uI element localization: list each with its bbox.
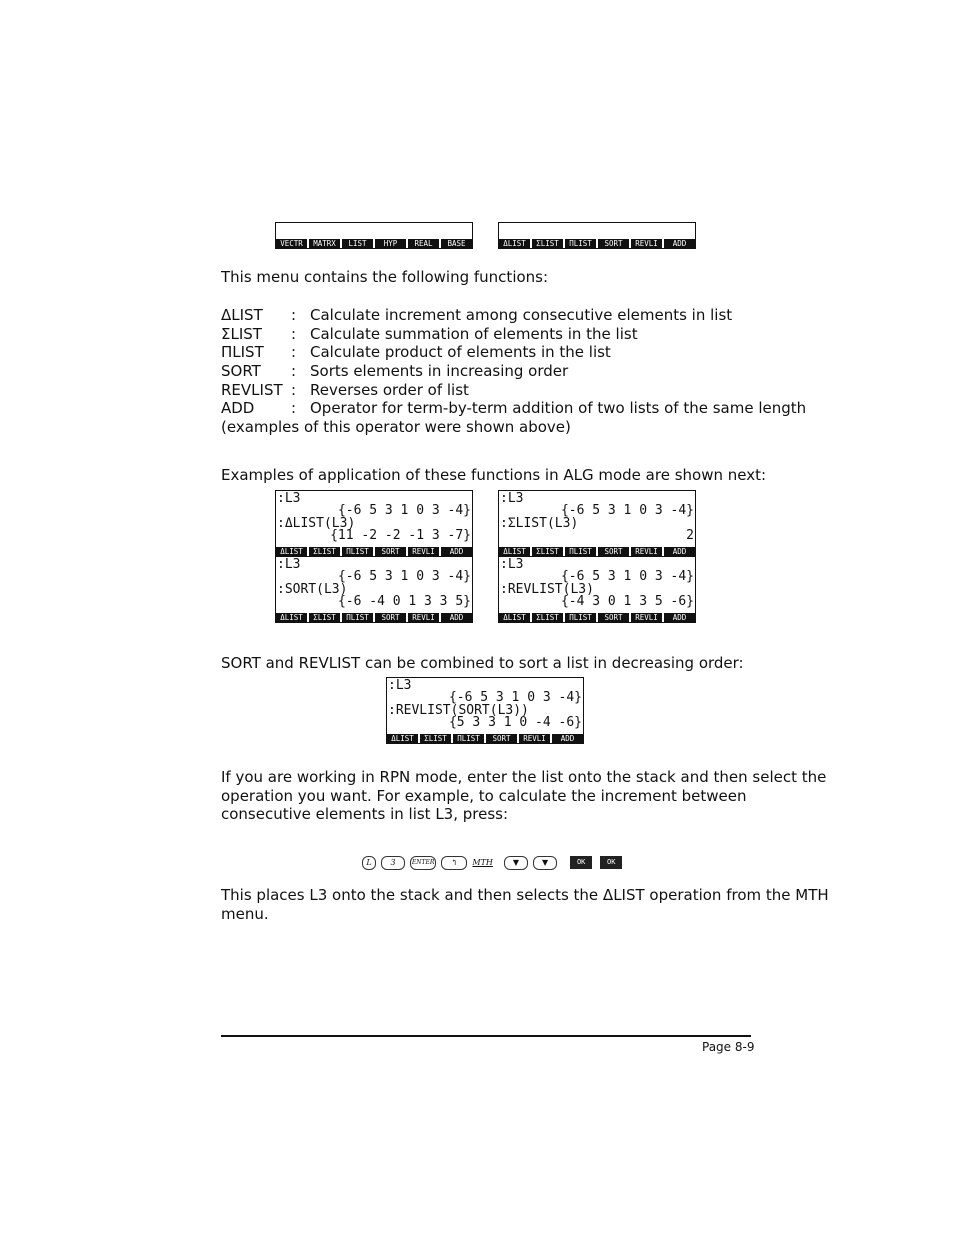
- screen-line: :SORT(L3): [277, 582, 348, 597]
- function-separator: :: [291, 343, 297, 361]
- key-left-shift: ↰: [441, 856, 467, 870]
- function-name: ΣLIST: [221, 325, 262, 343]
- menu-key: REVLI: [519, 734, 550, 743]
- screen-line: :L3: [277, 557, 301, 572]
- function-description: Sorts elements in increasing order: [310, 362, 569, 380]
- page-number: Page 8-9: [702, 1040, 755, 1054]
- function-name: SORT: [221, 362, 261, 380]
- function-separator: :: [291, 306, 297, 324]
- screen-line: :L3: [500, 557, 524, 572]
- menu-key: REVLI: [631, 239, 662, 248]
- menu-key: ADD: [664, 239, 695, 248]
- menu-bar: [499, 239, 695, 248]
- key-enter: ENTER: [410, 856, 436, 870]
- menu-key: ΔLIST: [276, 547, 307, 556]
- function-separator: :: [291, 399, 297, 417]
- final-text-line: This places L3 onto the stack and then selects the ΔLIST operation from the MTH: [221, 886, 829, 904]
- function-separator: :: [291, 325, 297, 343]
- function-name: ADD: [221, 399, 255, 417]
- menu-key: SORT: [598, 613, 629, 622]
- rpn-text-line: If you are working in RPN mode, enter the list onto the stack and then select the: [221, 768, 827, 786]
- menu-key: ΠLIST: [565, 613, 596, 622]
- screen-line: {-6 5 3 1 0 3 -4}: [448, 690, 582, 705]
- menu-key: SORT: [598, 239, 629, 248]
- menu-bar: [276, 239, 472, 248]
- key-l: L: [362, 856, 376, 870]
- combine-text: SORT and REVLIST can be combined to sort a list in decreasing order:: [221, 654, 744, 672]
- menu-key: ΣLIST: [532, 239, 563, 248]
- function-description: Calculate summation of elements in the list: [310, 325, 638, 343]
- screen-line: :ΣLIST(L3): [500, 516, 579, 531]
- screen-line: {-6 5 3 1 0 3 -4}: [337, 503, 471, 518]
- rpn-text-line: operation you want. For example, to calculate the increment between: [221, 787, 747, 805]
- calculator-screen: [498, 556, 696, 623]
- examples-intro: Examples of application of these functions in ALG mode are shown next:: [221, 466, 767, 484]
- menu-key: ΣLIST: [532, 547, 563, 556]
- screen-line: {-6 5 3 1 0 3 -4}: [560, 569, 694, 584]
- menu-key: LIST: [342, 239, 373, 248]
- menu-key: ΔLIST: [499, 547, 530, 556]
- menu-key: SORT: [375, 613, 406, 622]
- function-description: Reverses order of list: [310, 381, 469, 399]
- menu-key: ΣLIST: [309, 613, 340, 622]
- softkey-ok: OK: [570, 856, 592, 869]
- screen-line: 2: [686, 528, 694, 543]
- screen-line: {-6 5 3 1 0 3 -4}: [560, 503, 694, 518]
- menu-key: REVLI: [408, 547, 439, 556]
- menu-key: ADD: [441, 547, 472, 556]
- function-description: Calculate increment among consecutive elements in list: [310, 306, 733, 324]
- menu-key: SORT: [598, 547, 629, 556]
- menu-key: SORT: [486, 734, 517, 743]
- screen-line: {5 3 3 1 0 -4 -6}: [448, 715, 582, 730]
- screen-line: :L3: [277, 491, 301, 506]
- menu-key: ΣLIST: [532, 613, 563, 622]
- function-description: Operator for term-by-term addition of two lists of the same length: [310, 399, 807, 417]
- screen-line: {11 -2 -2 -1 3 -7}: [330, 528, 471, 543]
- function-separator: :: [291, 362, 297, 380]
- menu-key: REVLI: [631, 613, 662, 622]
- menu-key: ΔLIST: [387, 734, 418, 743]
- functions-note: (examples of this operator were shown above): [221, 418, 571, 436]
- key-mth-label: MTH: [472, 858, 493, 867]
- top-menu-screen-left: [275, 222, 473, 249]
- screen-line: :ΔLIST(L3): [277, 516, 356, 531]
- menu-key: ADD: [441, 613, 472, 622]
- key-down-arrow: ▼: [533, 856, 557, 870]
- final-text-line: menu.: [221, 905, 269, 923]
- function-separator: :: [291, 381, 297, 399]
- menu-key: ADD: [664, 547, 695, 556]
- menu-key: VECTR: [276, 239, 307, 248]
- menu-key: REAL: [408, 239, 439, 248]
- screen-line: :L3: [500, 491, 524, 506]
- menu-key: ΔLIST: [499, 613, 530, 622]
- menu-bar: [499, 613, 695, 622]
- intro-text: This menu contains the following functions:: [221, 268, 549, 286]
- menu-key: ΔLIST: [276, 613, 307, 622]
- menu-key: ΠLIST: [565, 547, 596, 556]
- menu-key: ADD: [664, 613, 695, 622]
- footer-rule: [221, 1035, 751, 1037]
- menu-bar: [499, 547, 695, 556]
- top-menu-screen-right: [498, 222, 696, 249]
- menu-key: ΣLIST: [309, 547, 340, 556]
- menu-key: MATRX: [309, 239, 340, 248]
- screen-line: {-6 5 3 1 0 3 -4}: [337, 569, 471, 584]
- screen-line: :REVLIST(L3): [500, 582, 594, 597]
- menu-key: ΠLIST: [342, 547, 373, 556]
- menu-key: ADD: [552, 734, 583, 743]
- function-description: Calculate product of elements in the list: [310, 343, 611, 361]
- menu-key: REVLI: [408, 613, 439, 622]
- calculator-screen: [275, 556, 473, 623]
- menu-key: BASE: [441, 239, 472, 248]
- screen-line: {-6 -4 0 1 3 3 5}: [337, 594, 471, 609]
- rpn-text-line: consecutive elements in list L3, press:: [221, 805, 509, 823]
- function-name: REVLIST: [221, 381, 283, 399]
- menu-key: ΣLIST: [420, 734, 451, 743]
- calculator-screen: [275, 490, 473, 557]
- menu-key: ΠLIST: [565, 239, 596, 248]
- calculator-screen-combined: [386, 677, 584, 744]
- menu-bar: [276, 547, 472, 556]
- function-name: ΠLIST: [221, 343, 264, 361]
- softkey-ok: OK: [600, 856, 622, 869]
- screen-line: :REVLIST(SORT(L3)): [388, 703, 529, 718]
- screen-line: {-4 3 0 1 3 5 -6}: [560, 594, 694, 609]
- menu-bar: [387, 734, 583, 743]
- menu-key: HYP: [375, 239, 406, 248]
- key-3: 3: [381, 856, 405, 870]
- menu-key: ΠLIST: [453, 734, 484, 743]
- calculator-screen: [498, 490, 696, 557]
- function-name: ΔLIST: [221, 306, 263, 324]
- menu-key: ΠLIST: [342, 613, 373, 622]
- screen-line: :L3: [388, 678, 412, 693]
- menu-key: ΔLIST: [499, 239, 530, 248]
- key-sequence: [362, 852, 622, 871]
- key-down-arrow: ▼: [504, 856, 528, 870]
- menu-key: SORT: [375, 547, 406, 556]
- menu-bar: [276, 613, 472, 622]
- menu-key: REVLI: [631, 547, 662, 556]
